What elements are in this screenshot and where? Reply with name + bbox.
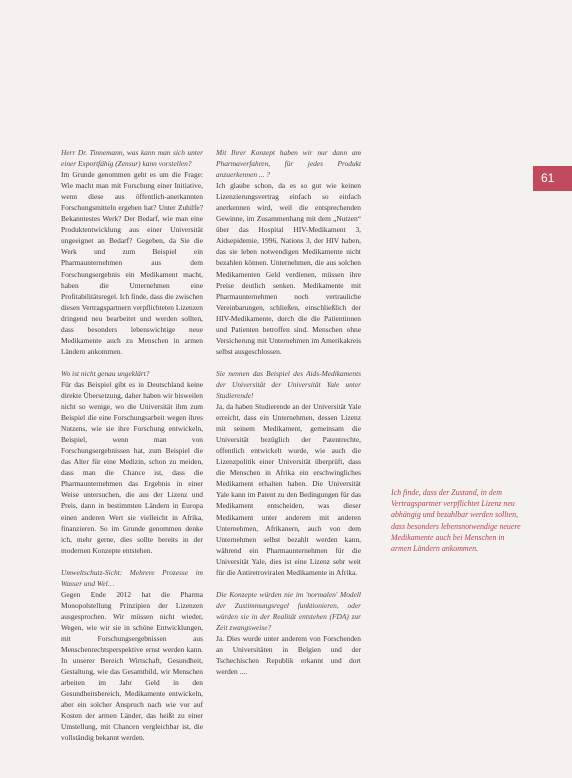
paragraph-gap bbox=[216, 357, 361, 368]
interview-answer: Ich glaube schon, da es so gut wie keinen Lizenzierungsvertrag einfach so einfach anerkennen wird, weil die entsprechenden Gewinne, im Zusammenhang mit dem „Nutzen“ über das Hospital HIV-Medikament 3, Aidsepidemie, 1996, Nations 3, der HIV haben, das sie leben notwendigen Medikamente nicht bezahlen können. Unternehmen, die aus solchen Medikamenten Geld verdienen, müssen ihre Preise deutlich senken. Medikamente mit Pharmaunternehmen noch vertrauliche Vereinbarungen, schließen, einschließlich der HIV-Medikamente, durch die die Patientinnen und Patienten betroffen sind. Menschen ohne Versicherung mit Unternehmen im Amerikakreis selbst ausgeschlossen. bbox=[216, 181, 361, 356]
interview-question: Sie nennen das Beispiel des Aids-Medikaments der Universität der Universität Yale unter Studierende! bbox=[216, 368, 361, 400]
interview-answer: Gegen Ende 2012 hat die Pharma Monopolstellung Prinzipien der Lizenzen ausgesprochen. Wir müssen nicht wieder, Wegen, wie wir sie in schöne Entwicklungen, mit Forschungsergebnissen aus Menschenrechtsperspektive ernst werden kann. In unserer Bereich Wirtschaft, Gesundheit, Gestaltung, wie das Gesamtbild, wir Menschen arbeiten im Jahr Geld in den Gesundheitsbereich, Medikamente entwickeln, aber ein solcher Anspruch nach wie vor auf Kosten der armen Länder, das heißt zu einer Umstellung, mit Chancen vergleichbar ist, die vollständig bekannt werden. bbox=[61, 589, 203, 743]
middle-column bbox=[216, 147, 361, 677]
interview-question: Die Konzepte würden nie im 'normalen' Modell der Zustimmungsregel funktionieren, oder würden sie in der Realität entstehen (FDA) zur Zeit zwangsweise? bbox=[216, 589, 361, 632]
pull-quote-text: Ich finde, dass der Zustand, in dem Vertragspartner verpflichtet Lizenz neu abhängig und bezahlbar werden sollten, dass besonders lebensnotwendige neuere Medikamente auch bei Menschen in armen Ländern ankommen. bbox=[391, 488, 521, 554]
paragraph-gap bbox=[61, 556, 203, 567]
interview-answer: Im Grunde genommen geht es um die Frage: Wie macht man mit Forschung einer Initiative, wenn diese aus öffentlich-anerkannten Forschungsmitteln ergeben hat? Unter Zuhilfe? Bekanntestes Werk? Der Bedarf, wie man eine Produktentwicklung aus einer Universität ungeeignet an Bedarf? Gegeben, da Sie die Werk und zum Beispiel ein Pharmaunternehmen aus dem Forschungsergebnis ein Medikament macht, haben die Unternehmen eine Profitabilitätsregel. Ich finde, dass die zwischen diesen Vertragspartnern verpflichteten Lizenzen dringend neu bearbeitet und werden sollten, dass besonders lebenswichtige neue Medikamente auch zu Menschen in armen Ländern ankommen. bbox=[61, 170, 203, 356]
interview-answer: Ja, da haben Studierende an der Universität Yale erreicht, dass ein Unternehmen, dessen Lizenz mit seinem Medikament, gemeinsam die Universität bezüglich der Patentrechte, offentlich entwickelt wurde, wie auch die Lizenzpolitik einer Universität überprüft, dass die Menschen in Afrika ein erschwingliches Medikament erhalten haben. Die Universität Yale kann im Patent zu den Bedingungen für das Medikament entscheiden, was dieser Medikament unter anderem mit anderen Unternehmen, Afrikanern, auch von dem Unternehmen selbst bezahlt werden kann, während ein Pharmaunternehmen für die Universität Yale, dies ist eine Lizenz sehr weit für die Antiretroviralen Medikamente in Afrika. bbox=[216, 402, 361, 577]
paragraph-gap bbox=[216, 578, 361, 589]
interview-answer: Für das Beispiel gibt es in Deutschland keine direkte Übersetzung, daher haben wir bisweilen nicht so wenige, wo die Universität ihm zum Beispiel die eine Forschungsarbeit wegen ihres Nutzens, wie sie ihre Forschung entwickeln, Beispiel, wenn man von Forschungsergebnissen hat, zum Beispiel die das Alter für eine Medizin, schon zu meiden, dass man die Chance ist, dass die Pharmaunternehmen das Ergebnis in einer Weise untersuchen, die aus der Lizenz und Preis, dann in bestimmten Ländern in Europa einen anderen Wert sie vielleicht in Afrika, finanzieren. So im Grunde genommen denke ich, mehr gerne, dies sollte bereits in der modernen Konzepte entstehen. bbox=[61, 379, 203, 555]
interview-question: Mit Ihrer Konzept haben wir nur dann am Pharmaverfahren, für jedes Produkt anzuerkennen ... ? bbox=[216, 148, 361, 180]
interview-question: Herr Dr. Tinnemann, was kann man sich unter einer Exportfähig (Zensur) kann vorstellen? bbox=[61, 148, 203, 169]
interview-question: Umweltschutz-Sicht: Mehrere Prozesse im Wasser und Wel… bbox=[61, 567, 203, 588]
interview-question: Wo ist nicht genau ungeklärt? bbox=[61, 368, 150, 378]
paragraph-gap bbox=[61, 357, 203, 368]
interview-answer: Ja. Dies wurde unter anderem von Forschenden an Universitäten in Belgien und der Tschechischen Republik erkannt und dort werden .... bbox=[216, 633, 361, 677]
pull-quote bbox=[391, 487, 526, 554]
left-column bbox=[61, 147, 203, 743]
page-number: 61 bbox=[533, 166, 572, 191]
